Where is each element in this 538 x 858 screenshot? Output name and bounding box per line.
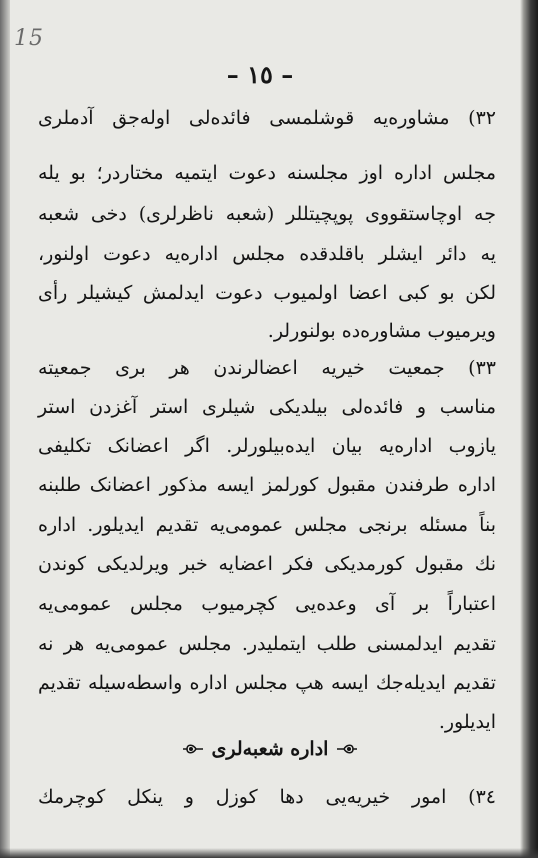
- section-heading-text: اداره شعبه‌لری: [211, 738, 329, 760]
- page-right-shadow: [520, 0, 538, 858]
- left-ornament-icon: [182, 738, 204, 760]
- text-line: ٣٣) جمعیت خیریه اعضالرندن هر بری جمعیته: [38, 357, 496, 379]
- text-line: ایدیلور.: [438, 711, 496, 733]
- text-line: تقدیم ایدیله‌جك ایسه هپ مجلس اداره واسطه‌سیله تقدیم: [38, 672, 496, 694]
- text-line: بناً مسئله برنجی مجلس عمومی‌یه تقدیم ایدیلور. اداره: [38, 514, 496, 536]
- text-line: اداره طرفندن مقبول کورلمز ایسه مذکور اعضانک طلبنه: [38, 474, 496, 496]
- text-line: تقدیم ایدلمسنی طلب ایتملیدر. مجلس عمومی‌یه هر نه: [38, 633, 496, 655]
- right-ornament-icon: [336, 738, 358, 760]
- page-bottom-shadow: [0, 848, 538, 858]
- text-line: یه دائر ایشلر باقلدقده مجلس اداره‌یه دعوت اولنور،: [38, 243, 496, 265]
- text-line: جه اوچاستقووی پوپچیتللر (شعبه ناظرلری) دخی شعبه: [38, 203, 496, 225]
- text-line: مناسب و فائده‌لی بیلدیکی شیلری استر آغزدن استر: [38, 396, 496, 418]
- text-line: ٣٢) مشاوره‌یه قوشلمسی فائده‌لی اوله‌جق آدملری: [38, 107, 496, 129]
- text-line: نك مقبول کورمدیکی فکر اعضایه خبر ویرلدیکی کوندن: [38, 553, 496, 575]
- handwritten-page-number: 15: [14, 26, 44, 51]
- printed-page-number: – ١٥ –: [226, 60, 294, 89]
- text-line: لکن بو کبی اعضا اولمیوب دعوت ایدلمش کیشیلر رأی: [38, 282, 496, 304]
- text-line: مجلس اداره اوز مجلسنه دعوت ایتمیه مختاردر؛ بو یله: [38, 162, 496, 184]
- text-line: ویرمیوب مشاوره‌ده بولنورلر.: [267, 320, 496, 342]
- page-left-shadow: [0, 0, 10, 858]
- text-line: یازوب اداره‌یه بیان ایده‌بیلورلر. اگر اعضانک تکلیفی: [38, 435, 496, 457]
- text-line: اعتباراً بر آی وعده‌یی کچرمیوب مجلس عمومی‌یه: [38, 593, 496, 615]
- text-line: ٣٤) امور خیریه‌یی دها کوزل و ینکل کوچرمك: [38, 786, 496, 808]
- section-heading: [160, 734, 380, 764]
